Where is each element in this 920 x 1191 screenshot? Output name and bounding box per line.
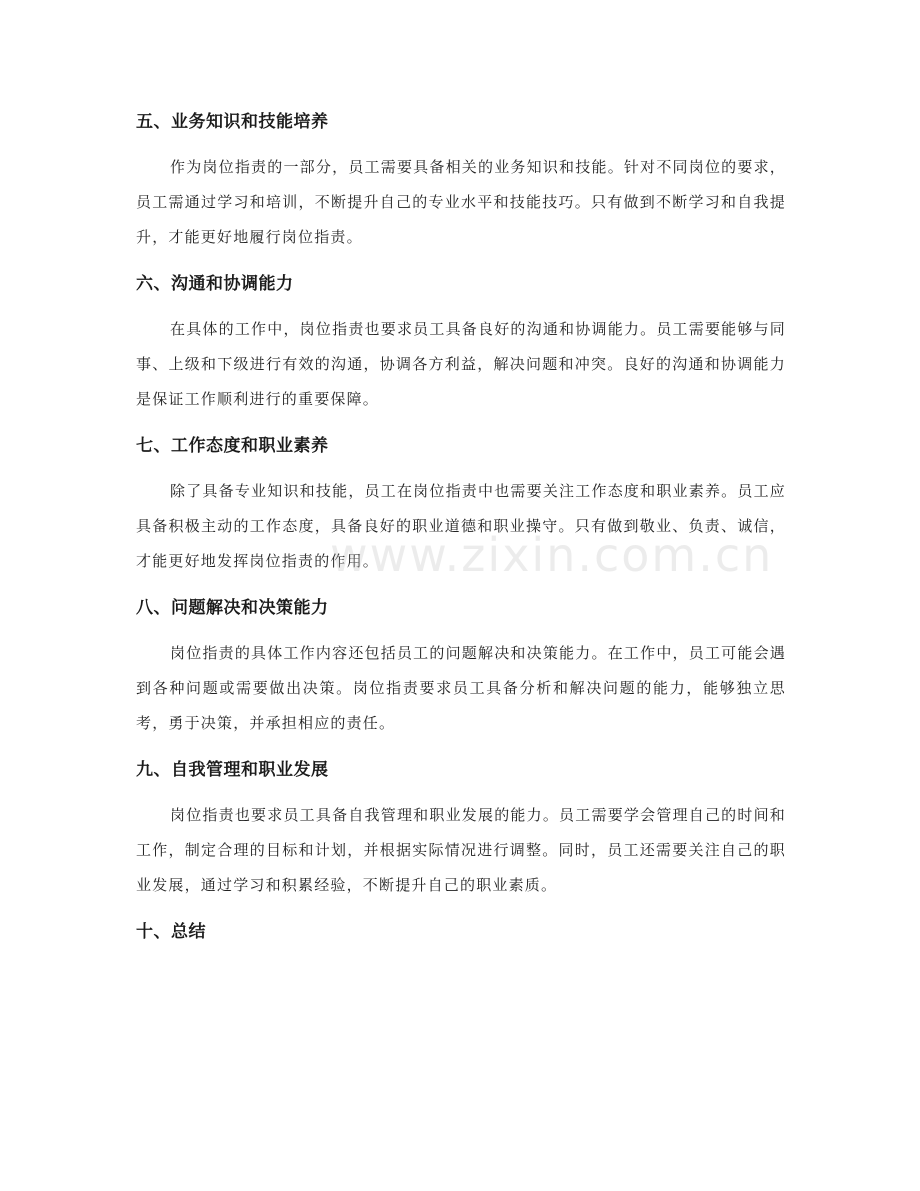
section-paragraph: 除了具备专业知识和技能，员工在岗位指责中也需要关注工作态度和职业素养。员工应具备积极主动的工作态度，具备良好的职业道德和职业操守。只有做到敬业、负责、诚信，才能更好地发挥岗位指责的作用。 — [136, 482, 786, 570]
section-heading: 八、问题解决和决策能力 — [136, 598, 329, 618]
section-9 — [136, 754, 786, 903]
section-heading: 五、业务知识和技能培养 — [136, 112, 329, 132]
section-heading: 九、自我管理和职业发展 — [136, 760, 329, 780]
document-body — [136, 106, 786, 948]
watermark: www.zixin.com.cn — [330, 528, 774, 582]
section-6 — [136, 268, 786, 417]
section-heading: 六、沟通和协调能力 — [136, 274, 294, 294]
section-paragraph: 作为岗位指责的一部分，员工需要具备相关的业务知识和技能。针对不同岗位的要求，员工需通过学习和培训，不断提升自己的专业水平和技能技巧。只有做到不断学习和自我提升，才能更好地履行岗位指责。 — [136, 158, 786, 246]
section-5 — [136, 106, 786, 255]
section-10 — [136, 916, 786, 948]
section-heading: 十、总结 — [136, 922, 206, 942]
section-heading: 七、工作态度和职业素养 — [136, 436, 329, 456]
section-paragraph: 在具体的工作中，岗位指责也要求员工具备良好的沟通和协调能力。员工需要能够与同事、上级和下级进行有效的沟通，协调各方利益，解决问题和冲突。良好的沟通和协调能力是保证工作顺利进行的重要保障。 — [136, 320, 786, 408]
section-paragraph: 岗位指责也要求员工具备自我管理和职业发展的能力。员工需要学会管理自己的时间和工作，制定合理的目标和计划，并根据实际情况进行调整。同时，员工还需要关注自己的职业发展，通过学习和积累经验，不断提升自己的职业素质。 — [136, 806, 786, 894]
section-8 — [136, 592, 786, 741]
section-7 — [136, 430, 786, 579]
section-paragraph: 岗位指责的具体工作内容还包括员工的问题解决和决策能力。在工作中，员工可能会遇到各种问题或需要做出决策。岗位指责要求员工具备分析和解决问题的能力，能够独立思考，勇于决策，并承担相应的责任。 — [136, 644, 786, 732]
